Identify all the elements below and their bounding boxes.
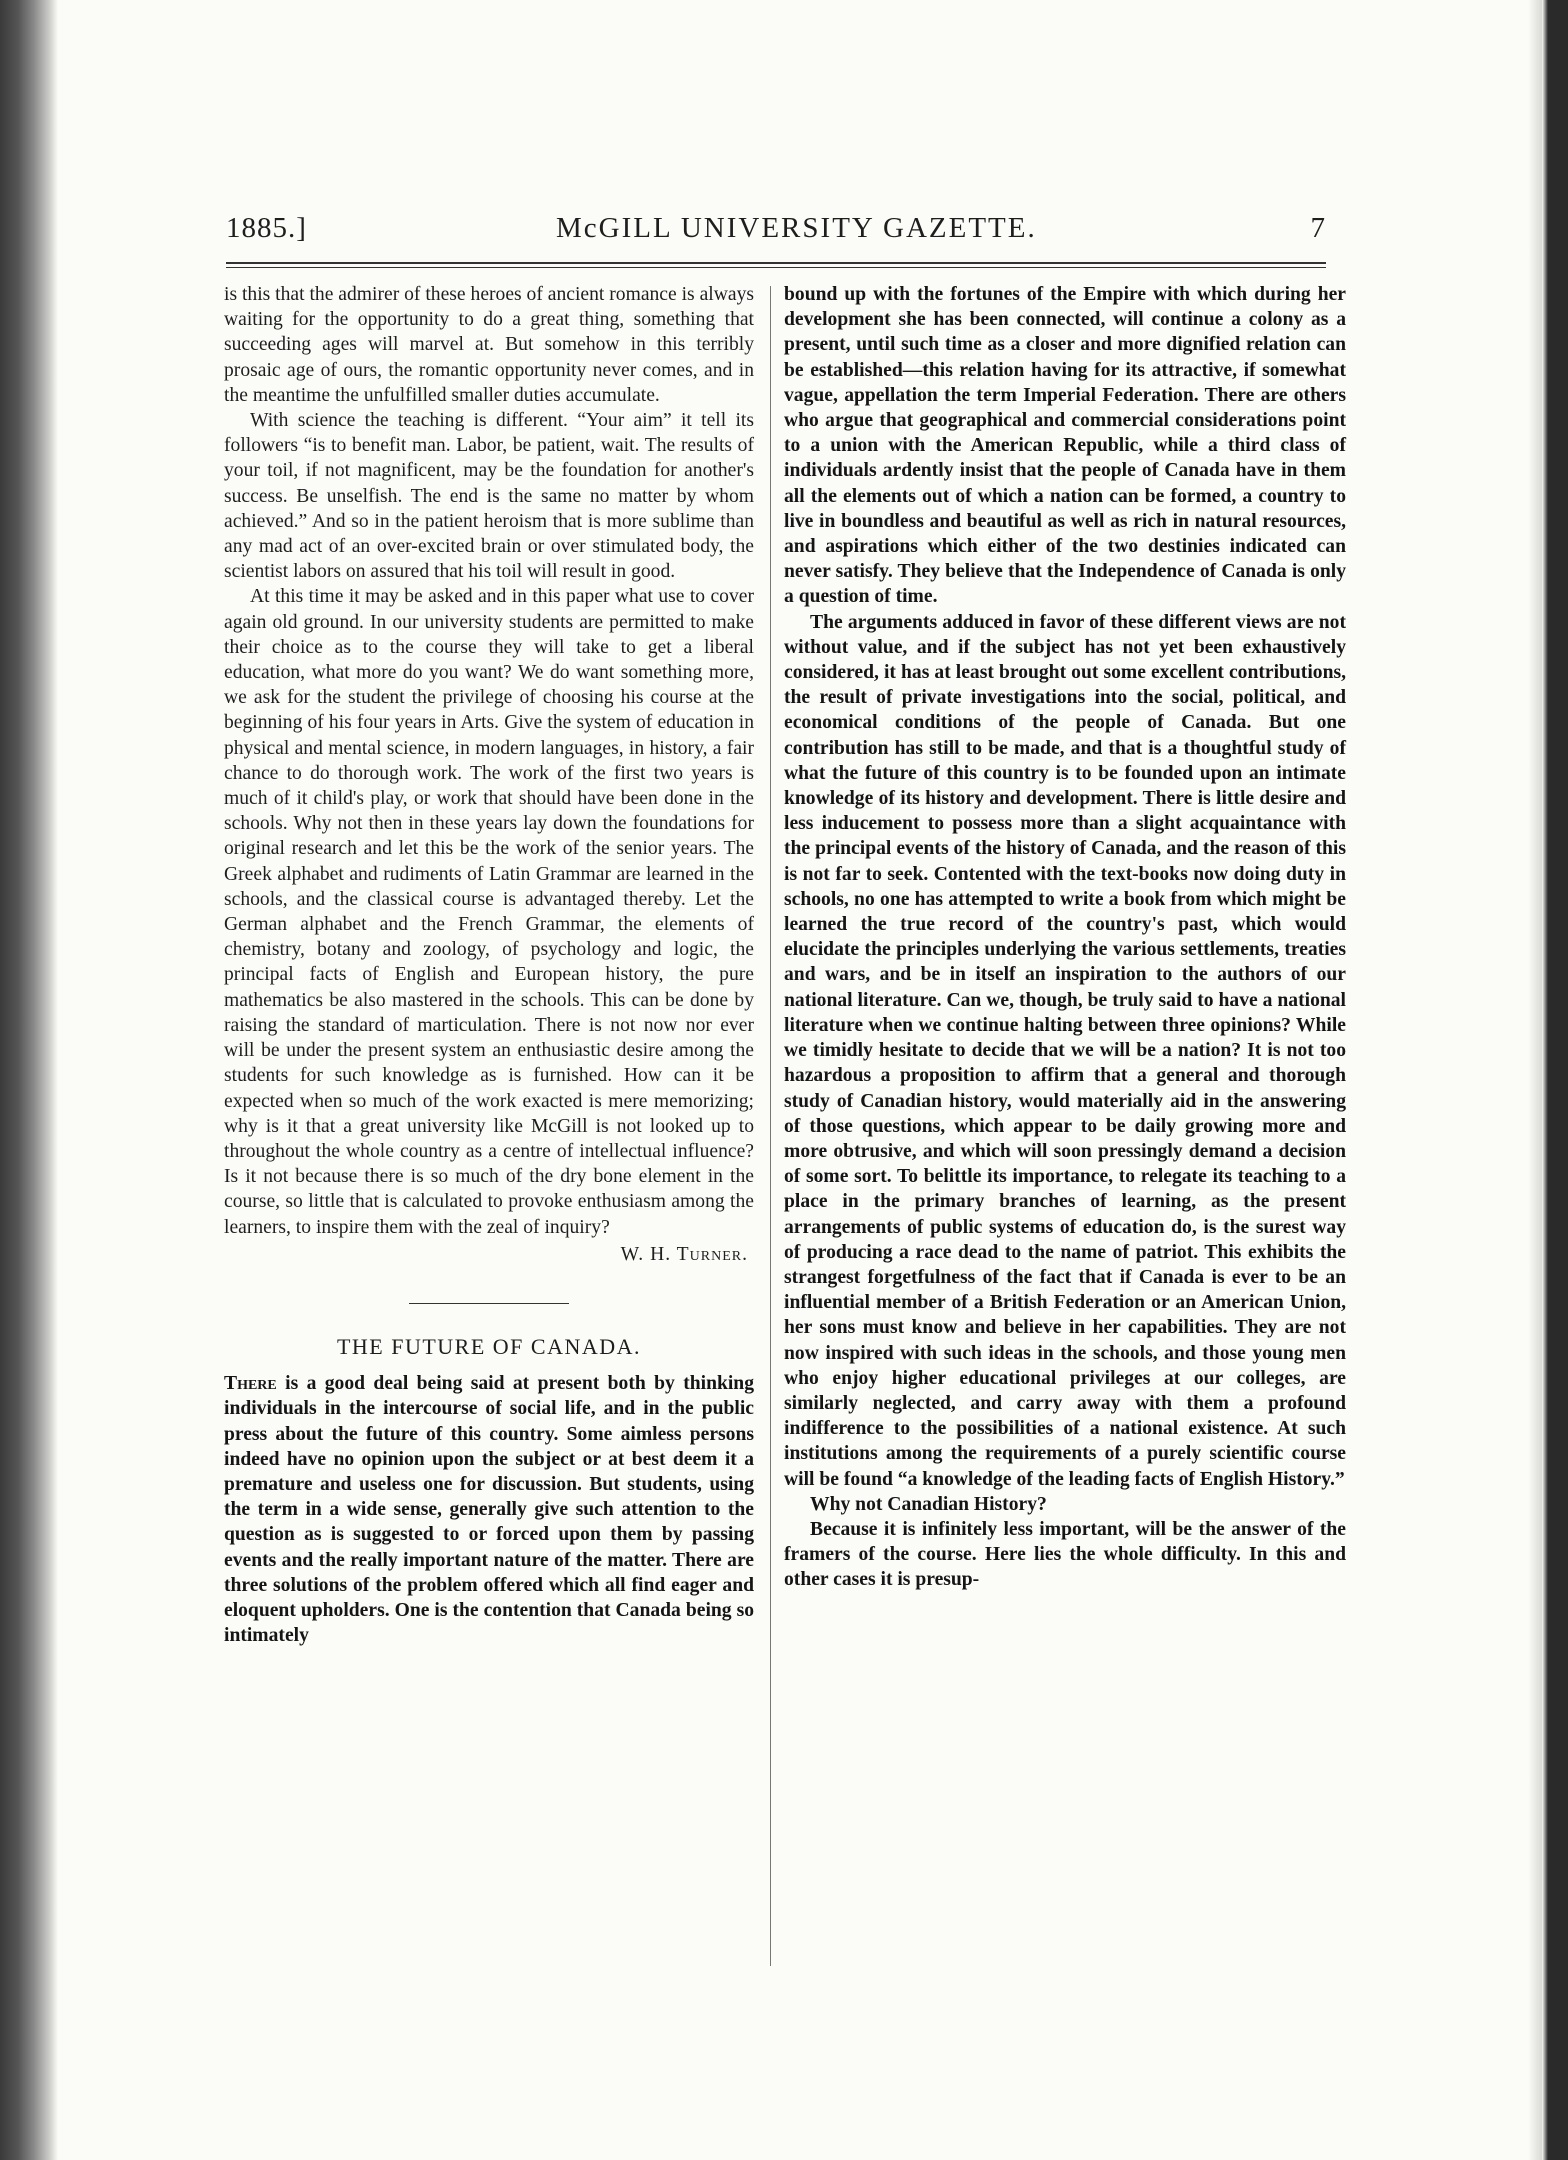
header-title: McGILL UNIVERSITY GAZETTE.: [556, 212, 1037, 244]
paragraph: Why not Canadian History?: [810, 1493, 1047, 1515]
paragraph: bound up with the fortunes of the Empire with which during her development she has been connected, will continue a colony as a present, until such time as a closer and more dignified relation can be established—this relation having for its attractive, if somewhat vague, appellation the term Imperial Federation. There are others who argue that geographical and commercial considerations point to a union with the American Republic, while a third class of individuals ardently insist that the people of Canada have in them all the elements out of which a nation can be formed, a country to live in boundless and beautiful as well as rich in natural resources, and aspirations which either of the two destinies indicated can never satisfy. They believe that the Independence of Canada is only a question of time.: [784, 284, 1346, 608]
lead-word: There: [224, 1373, 277, 1395]
article-separator: [409, 1303, 569, 1304]
right-column: [784, 282, 1346, 1593]
article-body: [224, 1371, 754, 1648]
paragraph-text: is a good deal being said at present both by thinking individuals in the intercourse of social life, and in the public press about the future of this country. Some aimless persons indeed have no opinion upon the subject or at best deem it a premature and useless one for discussion. But students, using the term in a wide sense, generally give such attention to the question as is suggested to or forced upon them by passing events and the really important nature of the matter. There are three solutions of the problem offered which all find eager and eloquent upholders. One is the contention that Canada being so intimately: [224, 1373, 755, 1647]
scan-page-edge-shadow: [1528, 0, 1542, 2160]
article-title: THE FUTURE OF CANADA.: [336, 1333, 642, 1359]
header-year: 1885.]: [226, 212, 307, 244]
header-rule: [226, 262, 1326, 268]
scan-binding-edge-left: [0, 0, 58, 2160]
paragraph: The arguments adduced in favor of these different views are not without value, and if the subject has not yet been exhaustively considered, it has at least brought out some excellent contributions, the result of private investigations into the social, political, and economical conditions of the people of Canada. But one contribution has still to be made, and that is a thoughtful study of what the future of this country is to be founded upon an intimate knowledge of its history and development. There is little desire and less inducement to possess more than a slight acquaintance with the principal events of the history of Canada, and the reason of this is not far to seek. Contented with the text-books now doing duty in schools, no one has attempted to write a book from which might be learned the true record of the country's past, which would elucidate the principles underlying the various settlements, treaties and wars, and be in itself an inspiration to the authors of our national literature. Can we, though, be truly said to have a national literature when we continue halting between three opinions? While we timidly hesitate to decide that we will be a nation? It is not too hazardous a proposition to affirm that a general and thorough study of Canadian history, would materially aid in the answering of those questions, which appear to be daily growing more and more obtrusive, and which will soon pressingly demand a decision of some sort. To belittle its importance, to relegate its teaching to a place in the primary branches of learning, as the present arrangements of public systems of education do, is the surest way of producing a race dead to the name of patriot. This exhibits the strangest forgetfulness of the fact that if Canada is ever to be an influential member of a British Federation or an American Union, her sons must know and believe in her capabilities. They are not now inspired with such ideas in the schools, and those young men who enjoy higher educational privileges at our colleges, are similarly neglected, and carry away with them a profound indifference to the possibilities of a national existence. At such institutions among the requirements of a purely scientific course will be found “a knowledge of the leading facts of English History.”: [784, 611, 1346, 1490]
column-divider: [770, 286, 771, 1966]
left-column: [224, 282, 754, 1648]
author-signature: W. H. Turner.: [620, 1243, 748, 1265]
paragraph: is this that the admirer of these heroes of ancient romance is always waiting for the opportunity to do a great thing, something that succeeding ages will marvel at. But somehow in this terribly prosaic age of ours, the romantic opportunity never comes, and in the meantime the unfulfilled smaller duties accumulate.: [224, 284, 754, 406]
article-body-continued: [784, 282, 1346, 1593]
paragraph: Because it is infinitely less important, will be the answer of the framers of the course. Here lies the whole difficulty. In this and other cases it is presup-: [784, 1518, 1346, 1591]
scan-binding-edge-right: [1542, 0, 1568, 2160]
paragraph: With science the teaching is different. “Your aim” it tell its followers “is to benefit man. Labor, be patient, wait. The results of your toil, if not magnificent, may be the foundation for another's success. Be unselfish. The end is the same no matter by whom achieved.” And so in the patient heroism that is more sublime than any mad act of an over-excited brain or over stimulated body, the scientist labors on assured that his toil will result in good.: [224, 410, 754, 583]
paragraph: [224, 1371, 754, 1648]
running-header: [226, 212, 1326, 252]
paragraph: At this time it may be asked and in this paper what use to cover again old ground. In our university students are permitted to make their choice as to the course they will take to get a liberal education, what more do you want? We do want something more, we ask for the student the privilege of choosing his course at the beginning of his four years in Arts. Give the system of education in physical and mental science, in modern languages, in history, a fair chance to do thorough work. The work of the first two years is much of it child's play, or work that should have been done in the schools. Why not then in these years lay down the foundations for original research and let this be the work of the senior years. The Greek alphabet and rudiments of Latin Grammar are learned in the schools, and the classical course is advantaged thereby. Let the German alphabet and the French Grammar, the elements of chemistry, botany and zoology, of psychology and logic, the principal facts of English and European history, the pure mathematics be also mastered in the schools. This can be done by raising the standard of marticulation. There is not now nor ever will be under the present system an enthusiastic desire among the students for such knowledge as is furnished. How can it be expected when so much of the work exacted is mere memorizing; why is it that a great university like McGill is not looked up to throughout the whole country as a centre of intellectual influence? Is it not because there is so much of the dry bone element in the course, so little that is calculated to provoke enthusiasm among the learners, to inspire them with the zeal of inquiry?: [224, 586, 754, 1238]
page-number: 7: [1310, 212, 1326, 244]
